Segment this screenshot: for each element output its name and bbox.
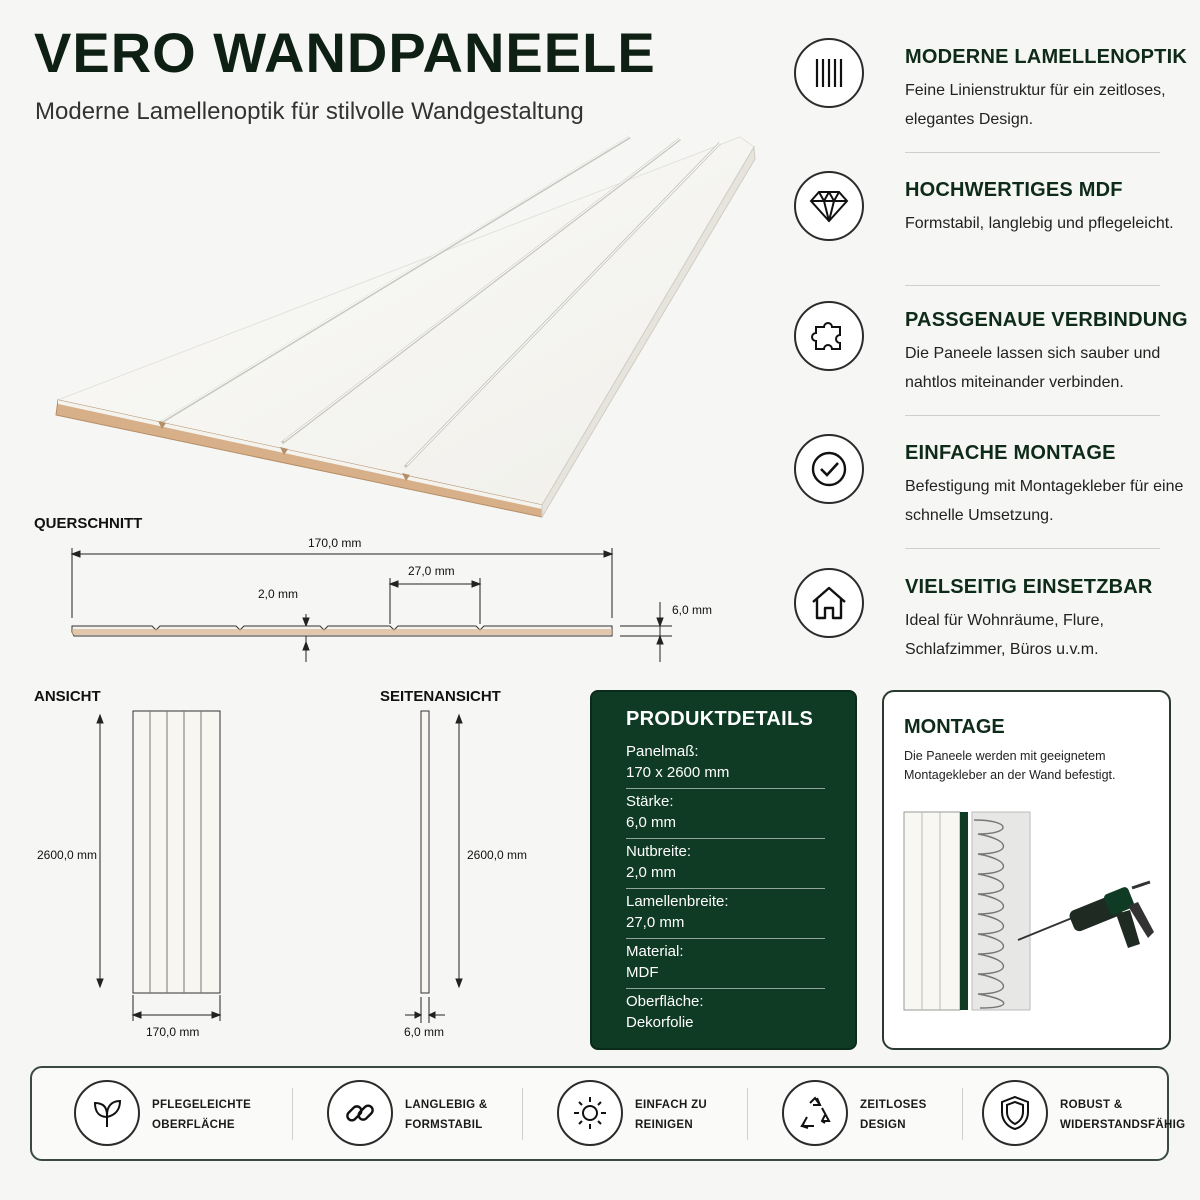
benefit-line2: DESIGN: [860, 1119, 906, 1131]
page-subtitle: Moderne Lamellenoptik für stilvolle Wandgestaltung: [35, 98, 584, 125]
page-title: VERO WANDPANEELE: [34, 21, 656, 84]
feature-desc: Feine Linienstruktur für ein zeitloses, elegantes Design.: [905, 82, 1166, 128]
details-row: [626, 889, 825, 939]
feature-desc: Die Paneele lassen sich sauber und nahtlos miteinander verbinden.: [905, 345, 1161, 391]
querschnitt-groove: 2,0 mm: [258, 587, 299, 601]
divider: [747, 1088, 748, 1140]
diamond-icon: [794, 171, 864, 241]
lines-icon: [794, 38, 864, 108]
details-value: 2,0 mm: [626, 864, 677, 881]
feature-desc: Ideal für Wohnräume, Flure, Schlafzimmer, Büros u.v.m.: [905, 612, 1104, 658]
ansicht-label: ANSICHT: [34, 688, 101, 705]
details-row: [626, 789, 825, 839]
benefits-bar: [30, 1066, 1186, 1161]
montage-title: MONTAGE: [904, 716, 1005, 738]
benefit-line2: WIDERSTANDSFÄHIG: [1060, 1119, 1186, 1131]
seitenansicht-height: 2600,0 mm: [467, 848, 528, 862]
details-label: Nutbreite:: [626, 843, 692, 860]
benefit-line1: EINFACH ZU: [635, 1099, 707, 1111]
benefit-text: [405, 1095, 488, 1135]
montage-desc: Die Paneele werden mit geeignetem Montagekleber an der Wand befestigt.: [904, 749, 1116, 782]
benefit-text: [635, 1095, 707, 1135]
cross-section-drawing: [60, 540, 740, 670]
details-value: 27,0 mm: [626, 914, 685, 931]
details-row: [626, 989, 825, 1038]
feature-title: MODERNE LAMELLENOPTIK: [905, 46, 1187, 68]
montage-box: [882, 690, 1171, 1050]
querschnitt-lamella: 27,0 mm: [408, 564, 455, 578]
feature-desc: Formstabil, langlebig und pflegeleicht.: [905, 215, 1174, 232]
details-row: [626, 839, 825, 889]
details-value: MDF: [626, 964, 659, 981]
divider: [522, 1088, 523, 1140]
feature-title: HOCHWERTIGES MDF: [905, 179, 1123, 201]
panel-illustration: [50, 125, 770, 530]
benefit-text: [1060, 1095, 1185, 1135]
side-view-drawing: [395, 705, 475, 1025]
montage-illustration: [902, 810, 1164, 1020]
details-row: [626, 939, 825, 989]
recycle-icon: [782, 1080, 848, 1146]
benefit-line2: OBERFLÄCHE: [152, 1119, 235, 1131]
querschnitt-width: 170,0 mm: [308, 536, 362, 550]
check-icon: [794, 434, 864, 504]
querschnitt-thickness: 6,0 mm: [672, 603, 713, 617]
details-label: Lamellenbreite:: [626, 893, 729, 910]
feature-einsetzbar: [790, 550, 1180, 683]
product-details-box: [590, 690, 857, 1050]
house-icon: [794, 568, 864, 638]
details-row: [626, 739, 825, 789]
benefit-line1: PFLEGELEICHTE: [152, 1099, 252, 1111]
feature-montage: [790, 416, 1184, 549]
benefit-text: [860, 1095, 927, 1135]
benefit-line1: LANGLEBIG &: [405, 1099, 488, 1111]
details-label: Stärke:: [626, 793, 674, 810]
benefit-line2: FORMSTABIL: [405, 1119, 483, 1131]
benefit-line1: ROBUST &: [1060, 1099, 1123, 1111]
details-value: 6,0 mm: [626, 814, 677, 831]
chain-link-icon: [327, 1080, 393, 1146]
feature-title: EINFACHE MONTAGE: [905, 442, 1116, 464]
leaf-icon: [74, 1080, 140, 1146]
ansicht-width: 170,0 mm: [146, 1025, 200, 1039]
sun-icon: [557, 1080, 623, 1146]
feature-desc: Befestigung mit Montagekleber für eine schnelle Umsetzung.: [905, 478, 1184, 524]
glue-gun-icon: [1018, 882, 1154, 948]
querschnitt-label: QUERSCHNITT: [34, 515, 143, 532]
details-value: 170 x 2600 mm: [626, 764, 730, 781]
benefit-text: [152, 1095, 251, 1135]
details-title: PRODUKTDETAILS: [626, 708, 814, 730]
divider: [292, 1088, 293, 1140]
feature-lamellenoptik: [790, 20, 1187, 153]
feature-title: PASSGENAUE VERBINDUNG: [905, 309, 1188, 331]
feature-title: VIELSEITIG EINSETZBAR: [905, 576, 1153, 598]
shield-icon: [982, 1080, 1048, 1146]
feature-verbindung: [790, 283, 1188, 416]
details-label: Material:: [626, 943, 684, 960]
puzzle-icon: [794, 301, 864, 371]
details-label: Oberfläche:: [626, 993, 704, 1010]
benefit-line1: ZEITLOSES: [860, 1099, 927, 1111]
seitenansicht-thickness: 6,0 mm: [404, 1025, 445, 1039]
ansicht-height: 2600,0 mm: [37, 848, 98, 862]
benefit-line2: REINIGEN: [635, 1119, 693, 1131]
seitenansicht-label: SEITENANSICHT: [380, 688, 501, 705]
feature-mdf: [790, 153, 1180, 286]
front-view-drawing: [90, 705, 230, 1025]
details-label: Panelmaß:: [626, 743, 699, 760]
details-value: Dekorfolie: [626, 1014, 694, 1031]
divider: [905, 548, 1160, 549]
divider: [962, 1088, 963, 1140]
